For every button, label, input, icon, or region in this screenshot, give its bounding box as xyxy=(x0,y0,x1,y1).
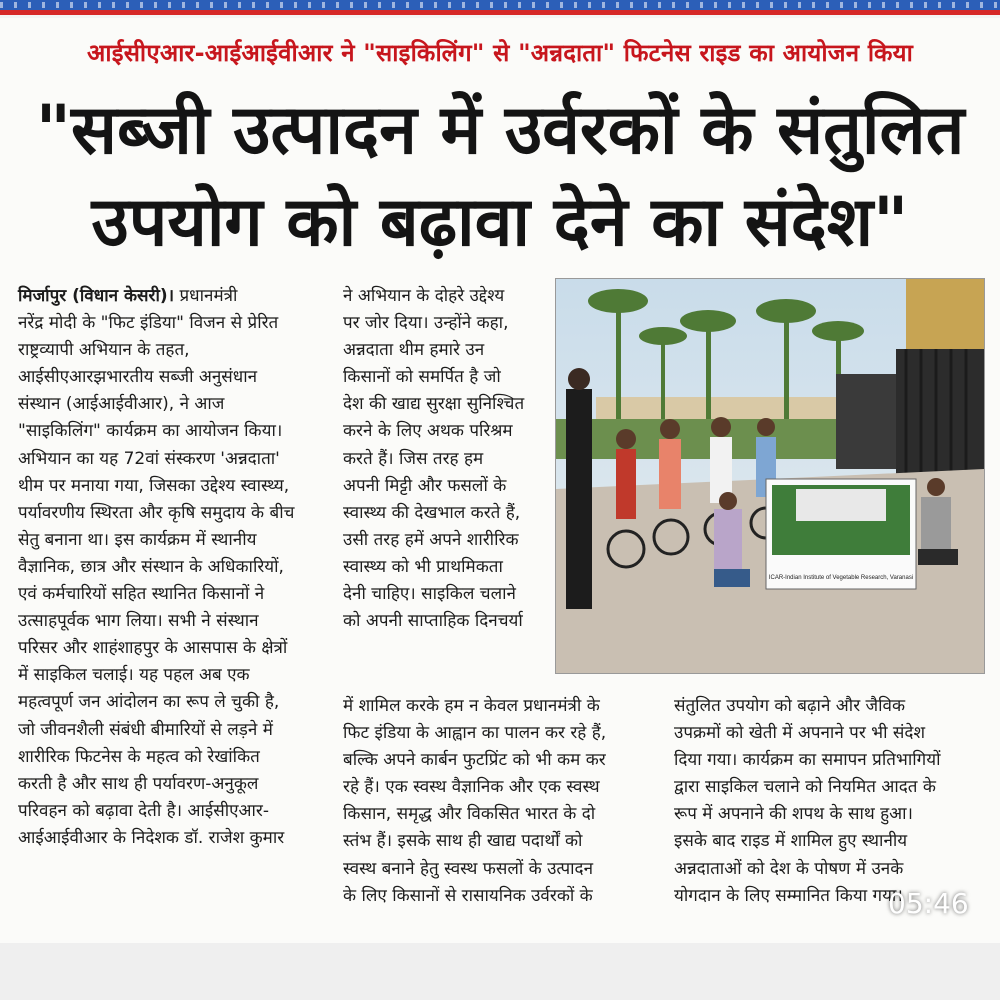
column-line: महत्वपूर्ण जन आंदोलन का रूप ले चुकी है, xyxy=(18,692,280,713)
dateline: मिर्जापुर (विधान केसरी)। xyxy=(18,286,175,306)
article-column-3 xyxy=(343,693,647,910)
video-timestamp: 05:46 xyxy=(888,887,969,920)
headline-kicker-text: आईसीएआर-आईआईवीआर ने "साइकिलिंग" से "अन्नदाता" फिटनेस राइड का आयोजन किया xyxy=(87,39,913,67)
column-line: संतुलित उपयोग को बढ़ाने और जैविक xyxy=(674,696,906,716)
headline-line-2 xyxy=(0,184,1000,262)
column-line: दिया गया। कार्यक्रम का समापन प्रतिभागियों xyxy=(674,750,941,771)
column-line: अन्नदाताओं को देश के पोषण में उनके xyxy=(674,858,904,879)
column-line: बल्कि अपने कार्बन फुटप्रिंट को भी कम कर xyxy=(343,750,606,771)
column-line: आईसीएआरझभारतीय सब्जी अनुसंधान xyxy=(18,367,258,388)
banner-text: ICAR-Indian Institute of Vegetable Research, Varanasi xyxy=(768,575,914,581)
column-line: करती है और साथ ही पर्यावरण-अनुकूल xyxy=(18,773,259,794)
column-line: सेतु बनाना था। इस कार्यक्रम में स्थानीय xyxy=(18,529,257,550)
column-line: देश की खाद्य सुरक्षा सुनिश्चित xyxy=(343,394,525,415)
column-line: पर्यावरणीय स्थिरता और कृषि समुदाय के बीच xyxy=(18,502,295,523)
column-line xyxy=(18,283,237,310)
column-line: अन्नदाता थीम हमारे उन xyxy=(343,340,485,361)
top-bar-pattern xyxy=(0,2,1000,8)
news-photo xyxy=(555,278,985,674)
column-line: अभियान का यह 72वां संस्करण 'अन्नदाता' xyxy=(18,448,280,469)
column-line: थीम पर मनाया गया, जिसका उद्देश्य स्वास्थ्य, xyxy=(18,475,290,496)
column-line: जो जीवनशैली संबंधी बीमारियों से लड़ने में xyxy=(18,719,273,740)
column-line: संस्थान (आईआईवीआर), ने आज xyxy=(18,394,225,415)
column-line: स्वास्थ्य की देखभाल करते हैं, xyxy=(343,502,521,523)
column-line: इसके बाद राइड में शामिल हुए स्थानीय xyxy=(674,831,908,852)
column-line: एवं कर्मचारियों सहित स्थानित किसानों ने xyxy=(18,584,265,605)
column-line: रहे हैं। एक स्वस्थ वैज्ञानिक और एक स्वस्थ xyxy=(343,777,600,798)
column-line: पर जोर दिया। उन्होंने कहा, xyxy=(343,313,509,334)
column-line: "साइकिलिंग" कार्यक्रम का आयोजन किया। xyxy=(18,421,283,442)
headline-line-2-text: उपयोग को बढ़ावा देने का संदेश" xyxy=(91,183,909,262)
column-line: परिवहन को बढ़ावा देती है। आईसीएआर- xyxy=(18,800,270,821)
column-line: में साइकिल चलाई। यह पहल अब एक xyxy=(18,665,250,686)
column-line: उसी तरह हमें अपने शारीरिक xyxy=(343,529,519,550)
column-line: करते हैं। जिस तरह हम xyxy=(343,448,484,469)
column-line: योगदान के लिए सम्मानित किया गया। xyxy=(674,885,903,906)
column-line: उत्साहपूर्वक भाग लिया। सभी ने संस्थान xyxy=(18,611,259,632)
column-line: देनी चाहिए। साइकिल चलाने xyxy=(343,584,516,605)
column-line: आईआईवीआर के निदेशक डॉ. राजेश कुमार xyxy=(18,827,285,848)
column-line: उपक्रमों को खेती में अपनाने पर भी संदेश xyxy=(674,723,926,744)
bottom-margin xyxy=(0,943,1000,1000)
column-line: स्वास्थ्य को भी प्राथमिकता xyxy=(343,556,503,577)
column-line: ने अभियान के दोहरे उद्देश्य xyxy=(343,286,505,306)
cycling-rally-illustration xyxy=(556,279,984,673)
column-line: के लिए किसानों से रासायनिक उर्वरकों के xyxy=(343,885,593,906)
column-line: किसान, समृद्ध और विकसित भारत के दो xyxy=(343,804,596,825)
column-line: को अपनी साप्ताहिक दिनचर्या xyxy=(343,611,523,632)
column-line: स्वस्थ बनाने हेतु स्वस्थ फसलों के उत्पादन xyxy=(343,858,594,879)
column-line: किसानों को समर्पित है जो xyxy=(343,367,501,388)
column-line: करने के लिए अथक परिश्रम xyxy=(343,421,513,442)
article-column-2 xyxy=(343,283,541,635)
headline-kicker xyxy=(0,36,1000,69)
headline-line-1 xyxy=(0,92,1000,170)
column-line: वैज्ञानिक, छात्र और संस्थान के अधिकारियों, xyxy=(18,556,284,577)
top-red-rule xyxy=(0,10,1000,15)
column-line: अपनी मिट्टी और फसलों के xyxy=(343,475,507,496)
column-line: शारीरिक फिटनेस के महत्व को रेखांकित xyxy=(18,746,260,767)
column-line: परिसर और शाहंशाहपुर के आसपास के क्षेत्रों xyxy=(18,638,288,659)
column-line: में शामिल करके हम न केवल प्रधानमंत्री के xyxy=(343,696,600,716)
article-column-4 xyxy=(674,693,984,910)
column-line: स्तंभ हैं। इसके साथ ही खाद्य पदार्थों को xyxy=(343,831,583,852)
column-line: फिट इंडिया के आह्वान का पालन कर रहे हैं, xyxy=(343,723,607,744)
column-line: राष्ट्रव्यापी अभियान के तहत, xyxy=(18,340,190,361)
column-line: नरेंद्र मोदी के "फिट इंडिया" विजन से प्रेरित xyxy=(18,313,279,334)
article-column-1 xyxy=(18,283,318,852)
column-line: रूप में अपनाने की शपथ के साथ हुआ। xyxy=(674,804,913,825)
column-line: द्वारा साइकिल चलाने को नियमित आदत के xyxy=(674,777,936,798)
column-line-text: प्रधानमंत्री xyxy=(174,286,238,306)
headline-line-1-text: "सब्जी उत्पादन में उर्वरकों के संतुलित xyxy=(35,91,965,170)
